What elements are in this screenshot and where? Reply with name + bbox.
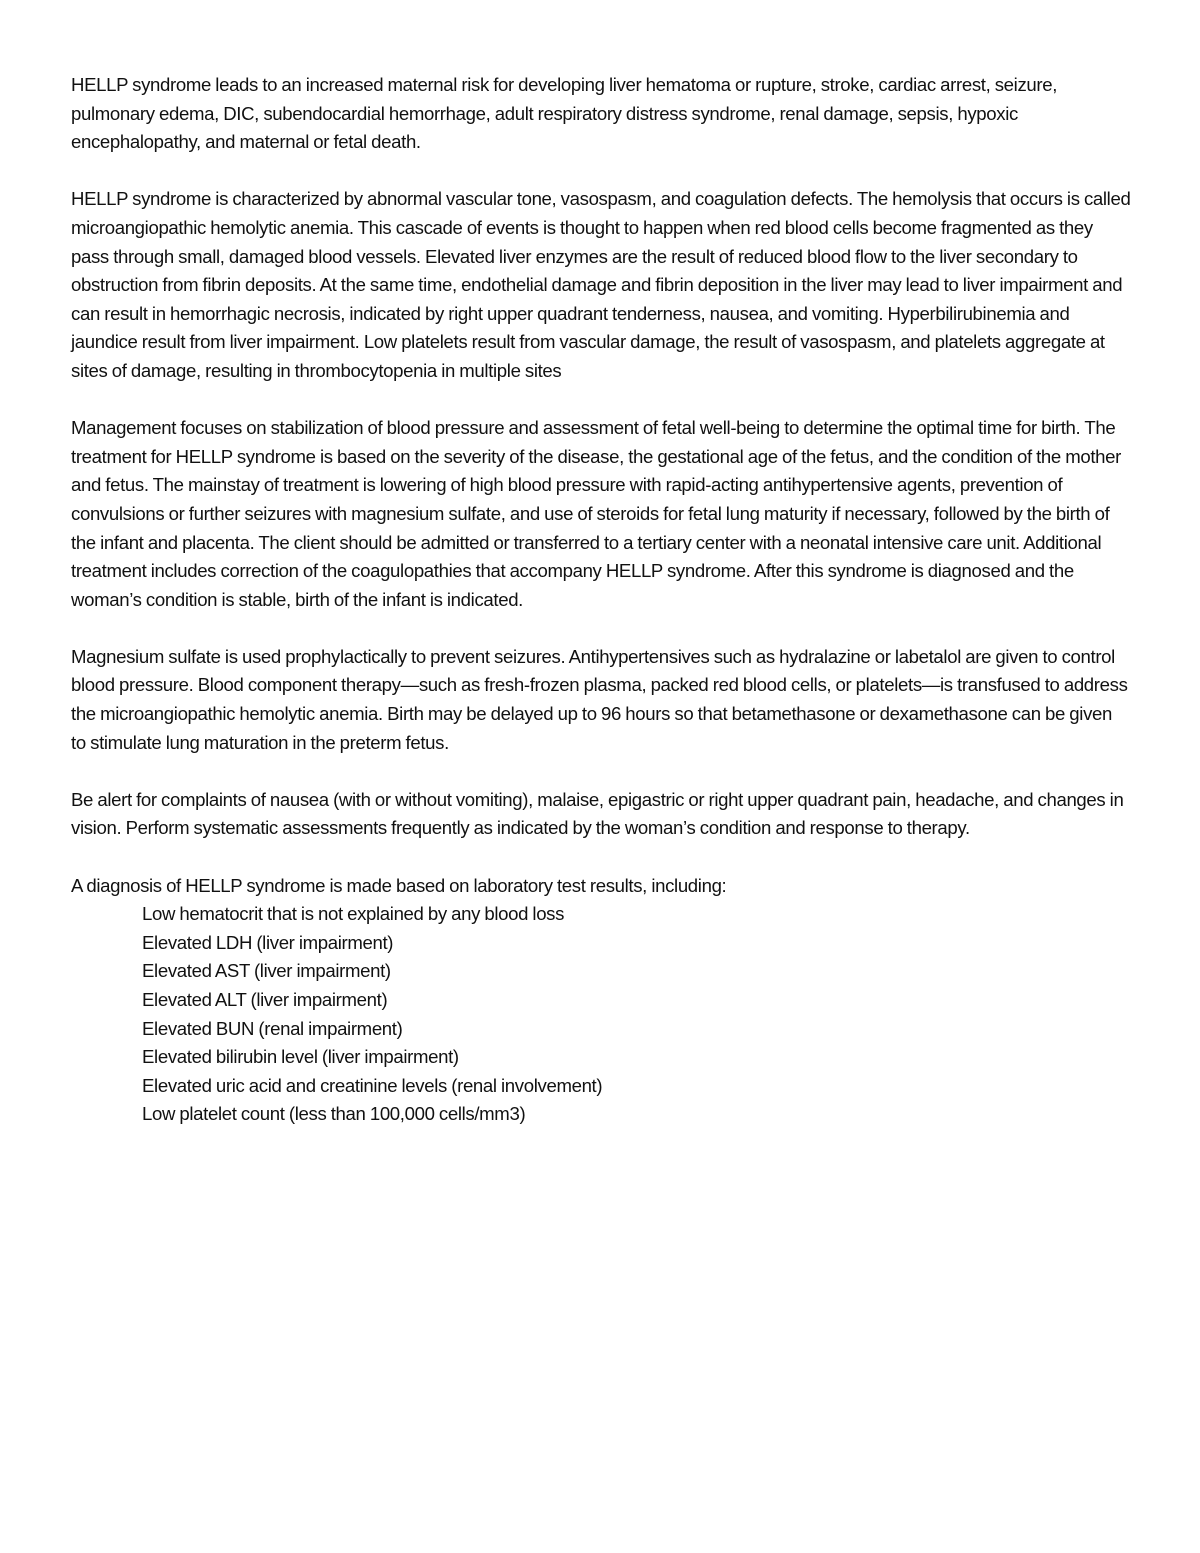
list-item: Elevated bilirubin level (liver impairment) <box>142 1046 459 1068</box>
document-page <box>71 71 1131 1129</box>
paragraph-maternal-risks: HELLP syndrome leads to an increased maternal risk for developing liver hematoma or rupture, stroke, cardiac arrest, seizure, pulmonary edema, DIC, subendocardial hemorrhage, adult respiratory distress syndrome, renal damage, sepsis, hypoxic encephalopathy, and maternal or fetal death. <box>71 74 1058 153</box>
lab-results-list <box>71 900 1131 1129</box>
list-item: Elevated BUN (renal impairment) <box>142 1017 403 1039</box>
paragraph-pathophysiology: HELLP syndrome is characterized by abnormal vascular tone, vasospasm, and coagulation defects. The hemolysis that occurs is called microangiopathic hemolytic anemia. This cascade of events is thought to happen when red blood cells become fragmented as they pass through small, damaged blood vessels. Elevated liver enzymes are the result of reduced blood flow to the liver secondary to obstruction from fibrin deposits. At the same time, endothelial damage and fibrin deposition in the liver may lead to liver impairment and can result in hemorrhagic necrosis, indicated by right upper quadrant tenderness, nausea, and vomiting. Hyperbilirubinemia and jaundice result from liver impairment. Low platelets result from vascular damage, the result of vasospasm, and platelets aggregate at sites of damage, resulting in thrombocytopenia in multiple sites <box>71 188 1131 381</box>
list-item: Low hematocrit that is not explained by any blood loss <box>142 903 565 925</box>
list-item: Elevated uric acid and creatinine levels (renal involvement) <box>142 1074 603 1096</box>
lab-list-intro: A diagnosis of HELLP syndrome is made based on laboratory test results, including: <box>71 874 727 896</box>
paragraph-medications: Magnesium sulfate is used prophylactically to prevent seizures. Antihypertensives such as hydralazine or labetalol are given to control blood pressure. Blood component therapy—such as fresh-frozen plasma, packed red blood cells, or platelets—is transfused to address the microangiopathic hemolytic anemia. Birth may be delayed up to 96 hours so that betamethasone or dexamethasone can be given to stimulate lung maturation in the preterm fetus. <box>71 645 1128 753</box>
list-item: Elevated LDH (liver impairment) <box>142 931 394 953</box>
list-item: Elevated AST (liver impairment) <box>142 960 391 982</box>
list-item: Elevated ALT (liver impairment) <box>142 989 388 1010</box>
list-item: Low platelet count (less than 100,000 cells/mm3) <box>142 1103 526 1125</box>
paragraph-management: Management focuses on stabilization of blood pressure and assessment of fetal well-being to determine the optimal time for birth. The treatment for HELLP syndrome is based on the severity of the disease, the gestational age of the fetus, and the condition of the mother and fetus. The mainstay of treatment is lowering of high blood pressure with rapid-acting antihypertensive agents, prevention of convulsions or further seizures with magnesium sulfate, and use of steroids for fetal lung maturity if necessary, followed by the birth of the infant and placenta. The client should be admitted or transferred to a tertiary center with a neonatal intensive care unit. Additional treatment includes correction of the coagulopathies that accompany HELLP syndrome. After this syndrome is diagnosed and the woman’s condition is stable, birth of the infant is indicated. <box>71 417 1121 610</box>
paragraph-assessment: Be alert for complaints of nausea (with or without vomiting), malaise, epigastric or right upper quadrant pain, headache, and changes in vision. Perform systematic assessments frequently as indicated by the woman’s condition and response to therapy. <box>71 788 1124 839</box>
